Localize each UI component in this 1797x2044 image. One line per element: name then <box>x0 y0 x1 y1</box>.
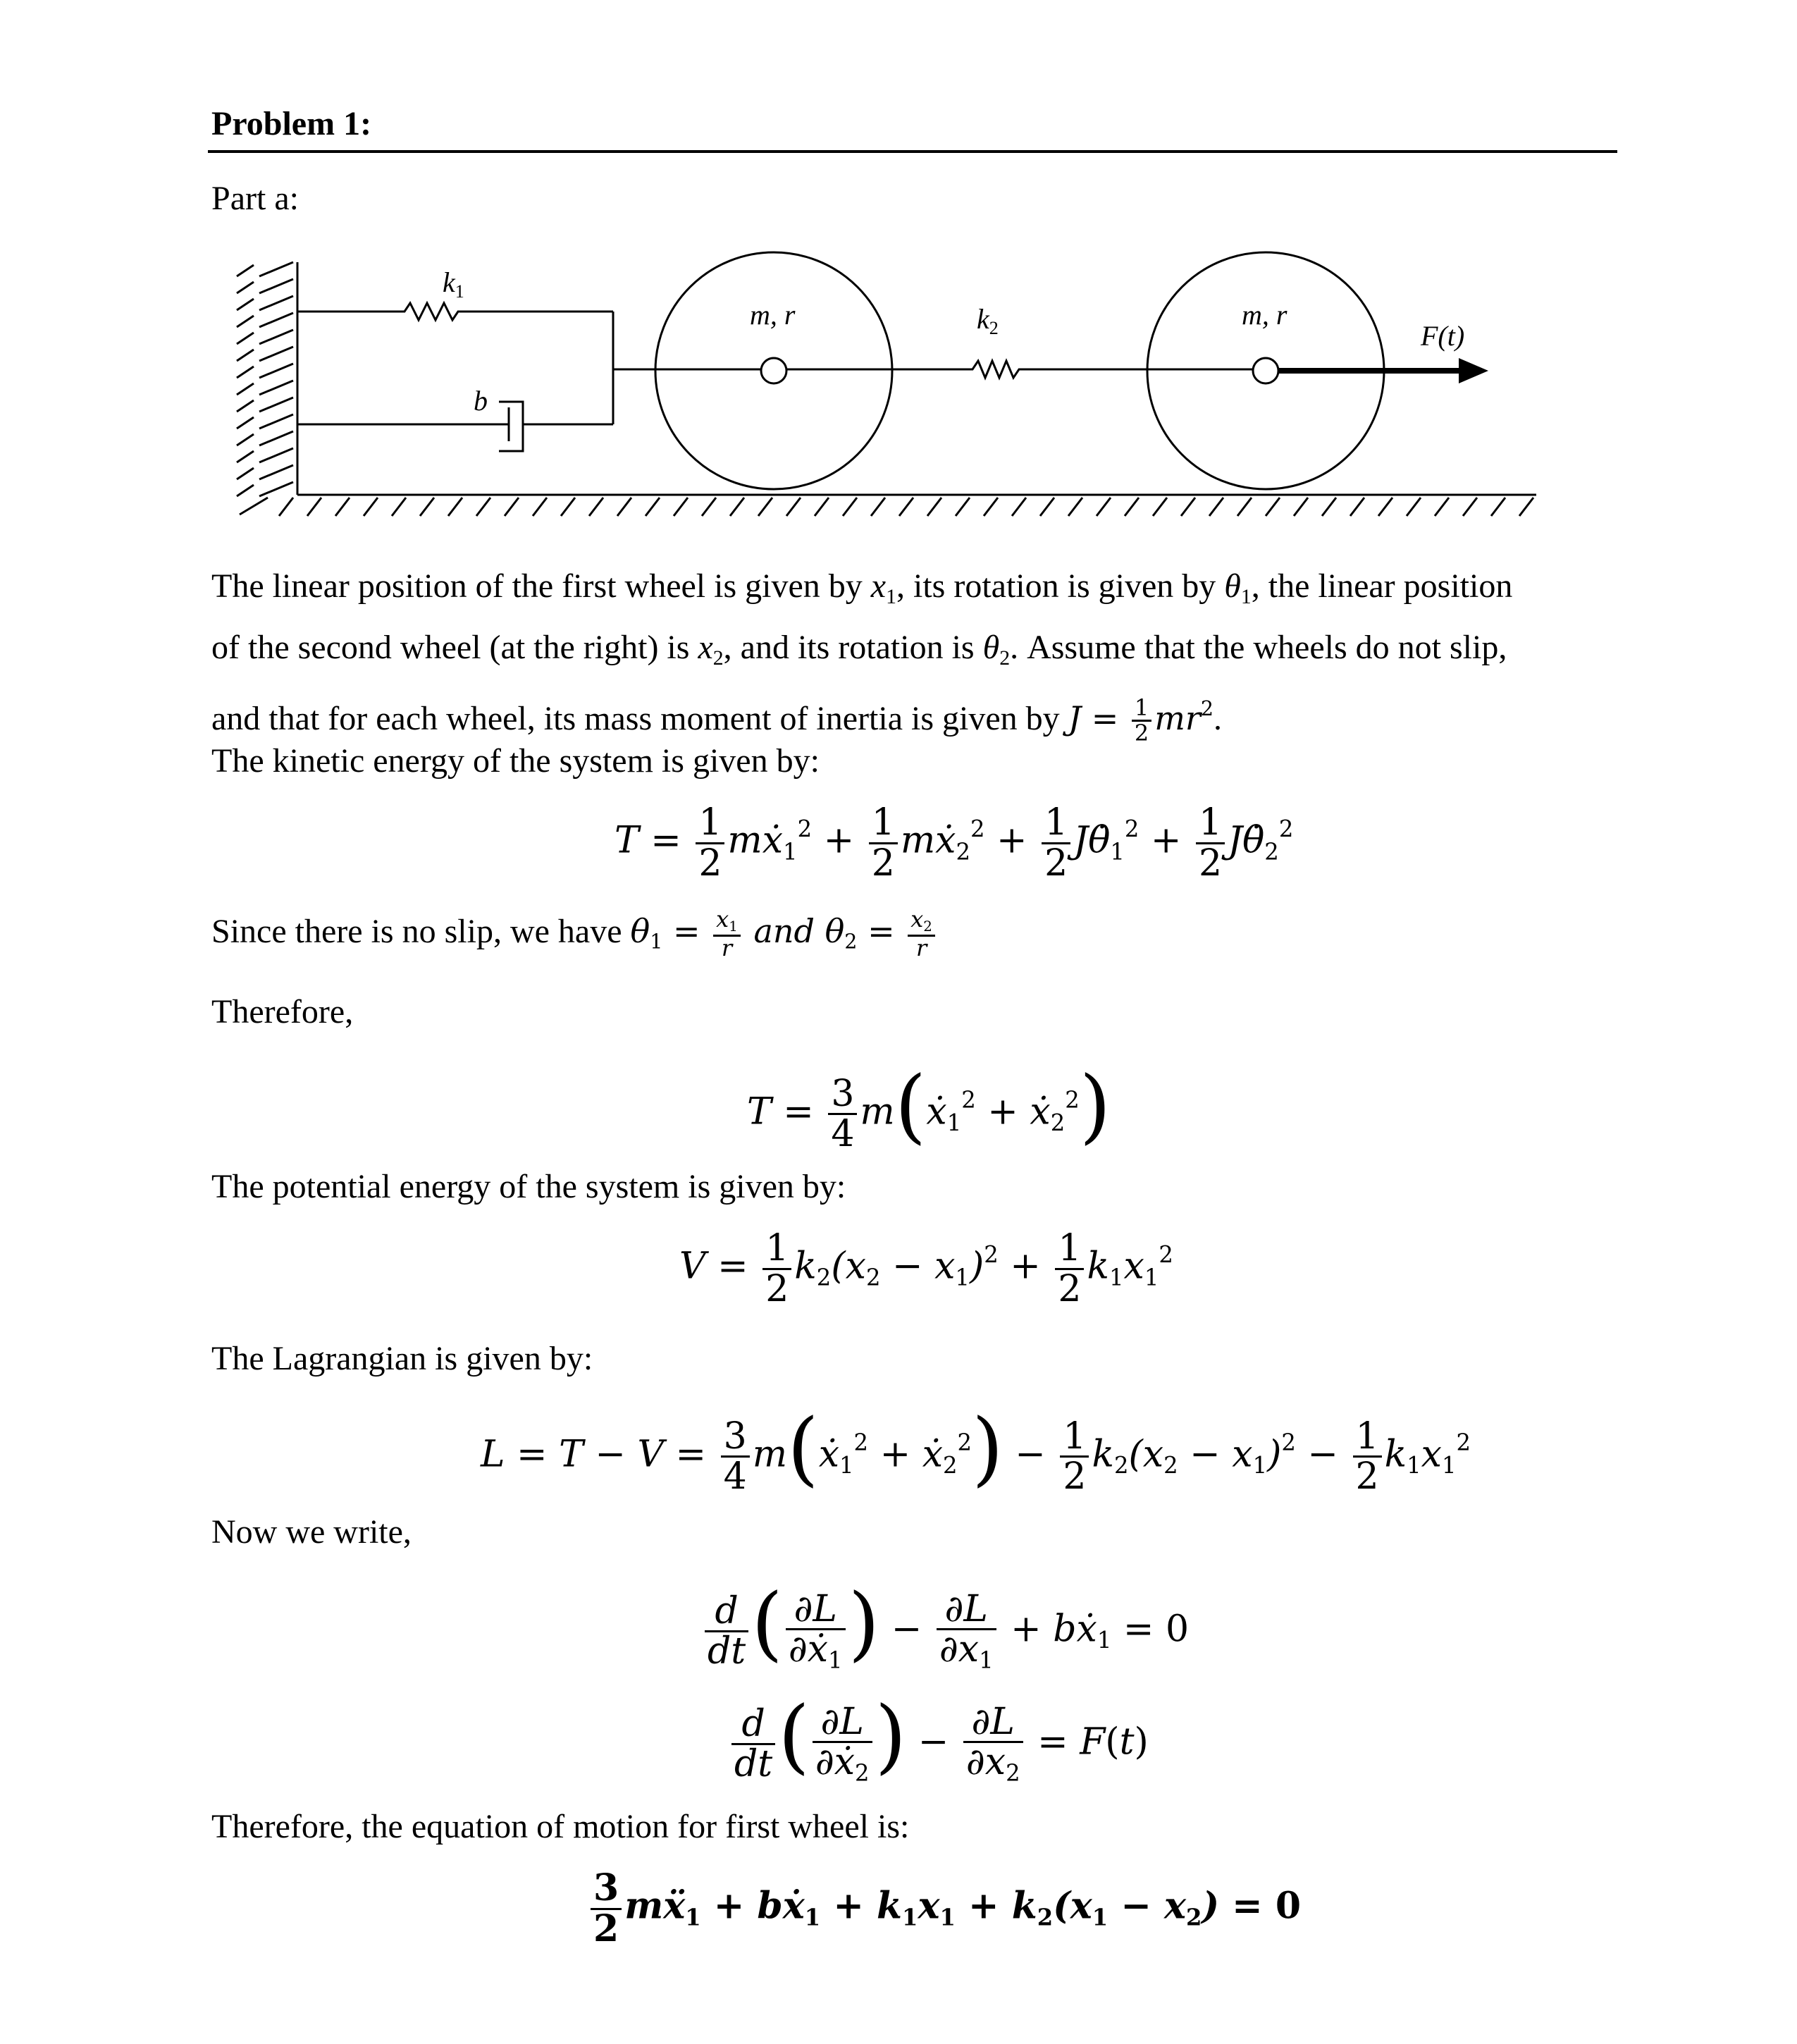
now-label: Now we write, <box>211 1513 412 1551</box>
noslip-line: Since there is no slip, we have $\theta_1$ = $\frac{x_1}{r}$ and $\theta_2$ = $\frac{x_2}{r}$ <box>211 908 938 960</box>
label-force: F(t) <box>1421 320 1465 352</box>
wheel-1 <box>655 252 892 489</box>
wall-hatch <box>237 262 293 515</box>
therefore-label: Therefore, <box>211 993 354 1030</box>
kinetic-energy-equation: T = $\frac{1}{2}$ mẋ$_1^2$ + $\frac{1}{2}$ mẋ$_2^2$ + $\frac{1}{2}$ $J\thetȧ_1^2$ + $\frac{1}{2}$ $J\thetȧ_2^2$ <box>615 801 1294 885</box>
problem-heading: Problem 1: <box>211 105 372 142</box>
intro-line-3: and that for each wheel, its mass moment of inertia is given by J = $\frac{1}{2}$ $mr^2$. <box>211 694 1223 747</box>
spring-k2 <box>786 361 1253 378</box>
equation-of-motion: $\frac{3}{2}$ mẍ$_1$ + bẋ$_1$ + $k_1x_1 + k_2(x_1 - x_2) = 0$ <box>588 1869 1301 1948</box>
eom-label: Therefore, the equation of motion for first wheel is: <box>211 1808 910 1845</box>
force-arrow-head <box>1459 358 1488 383</box>
label-b: b <box>474 385 488 417</box>
wheel-2-axle <box>1253 358 1278 383</box>
euler-lagrange-equation-2: $\frac{d}{dt}$ ( $\frac{\partial L}{\partial ẋ_2}$ ) − $\frac{\partial L}{\partial x_2}$ = F(t) <box>729 1689 1149 1786</box>
label-wheel-2: m, r <box>1242 299 1287 331</box>
potential-energy-equation: V = $\frac{1}{2}$ $k_2(x_2 - x_1)^2$ + $\frac{1}{2}$ $k_1x_1^2$ <box>679 1227 1173 1310</box>
mechanical-diagram <box>0 0 1797 550</box>
part-label: Part a: <box>211 180 299 217</box>
label-k1: $k_1$ <box>443 266 464 302</box>
wheel-1-axle <box>761 358 786 383</box>
intro-paragraph <box>211 561 1621 746</box>
ground-hatch <box>279 498 1533 516</box>
euler-lagrange-equation-1: $\frac{d}{dt}$ ( $\frac{\partial L}{\partial ẋ_1}$ ) − $\frac{\partial L}{\partial x_1}$ + bẋ$_1$ = 0 <box>702 1576 1189 1673</box>
spring-k1 <box>297 303 613 320</box>
lagrangian-equation: L = T − V = $\frac{3}{4}$ m(ẋ$_1^2$ + ẋ$_2^2$) − $\frac{1}{2}$ $k_2(x_2 - x_1)^2$ − $\frac{1}{2}$ $k_1x_1^2$ <box>481 1401 1471 1498</box>
lagrangian-label: The Lagrangian is given by: <box>211 1340 593 1377</box>
intro-line-1: The linear position of the first wheel is given by $x_1$, its rotation is given by $\theta_1$, the linear position <box>211 567 1513 608</box>
label-k2: $k_2$ <box>977 303 999 338</box>
potential-label: The potential energy of the system is given by: <box>211 1168 846 1205</box>
kinetic-label: The kinetic energy of the system is given by: <box>211 742 820 780</box>
intro-line-2: of the second wheel (at the right) is $x_2$, and its rotation is $\theta_2$. Assume that the wheels do not slip, <box>211 628 1507 670</box>
kinetic-energy-simplified: T = $\frac{3}{4}$ m(ẋ$_1^2$ + ẋ$_2^2$) <box>747 1059 1111 1156</box>
label-wheel-1: m, r <box>750 299 796 331</box>
inertia-formula: J = $\frac{1}{2}$ $mr^2$ <box>1068 694 1214 747</box>
damper-cylinder <box>499 402 523 451</box>
